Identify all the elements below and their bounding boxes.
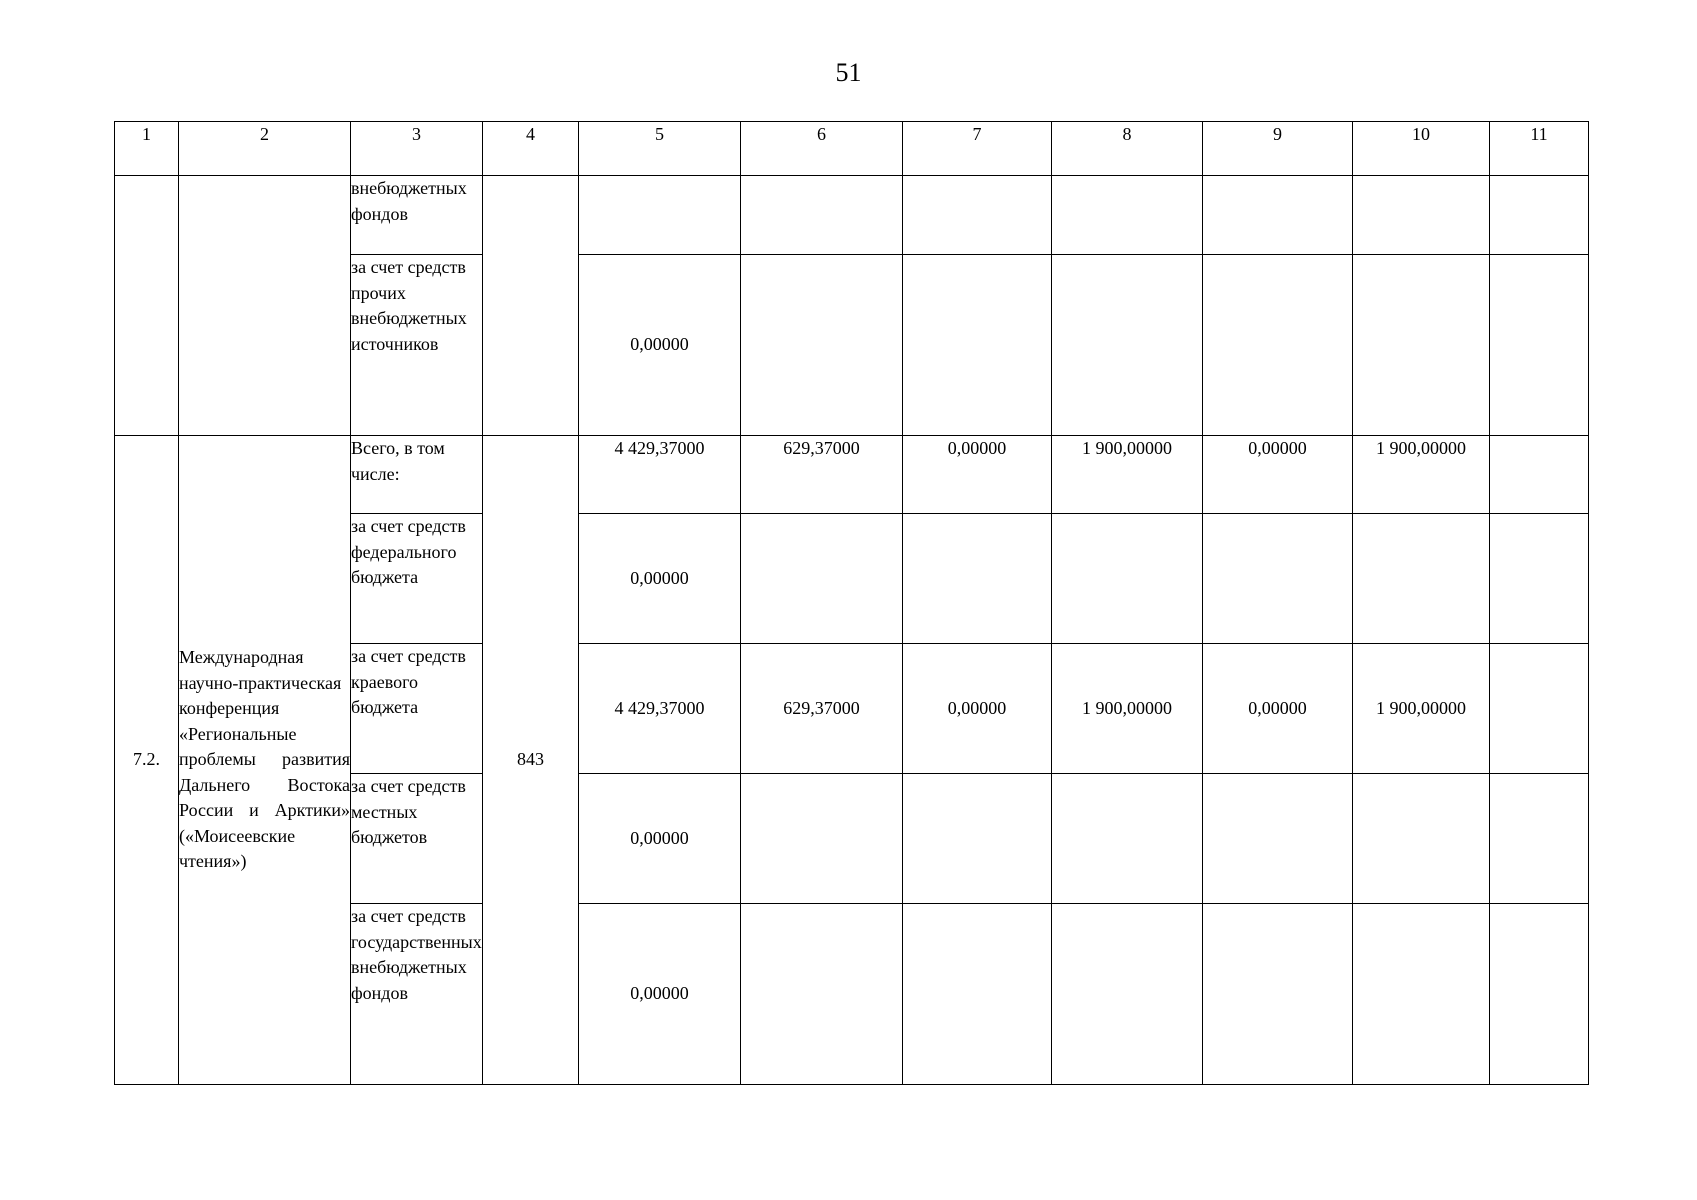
source-cell: за счет средств федерального бюджета (351, 514, 483, 644)
value-cell: 0,00000 (903, 436, 1052, 514)
item-code: 843 (483, 436, 579, 1085)
value-cell (1490, 255, 1589, 436)
header-cell-5: 5 (579, 122, 741, 176)
value-cell (1353, 514, 1490, 644)
value-cell (1203, 514, 1353, 644)
source-cell: за счет средств краевого бюджета (351, 644, 483, 774)
header-cell-6: 6 (741, 122, 903, 176)
header-cell-7: 7 (903, 122, 1052, 176)
value-cell (1353, 176, 1490, 255)
value-cell: 1 900,00000 (1052, 644, 1203, 774)
value-cell (1490, 436, 1589, 514)
header-row (115, 122, 1589, 176)
value-cell: 0,00000 (903, 644, 1052, 774)
value-cell (1490, 904, 1589, 1085)
value-cell (1353, 255, 1490, 436)
value-cell (1353, 904, 1490, 1085)
header-cell-9: 9 (1203, 122, 1353, 176)
value-cell: 0,00000 (579, 774, 741, 904)
table-row (115, 436, 1589, 514)
header-cell-10: 10 (1353, 122, 1490, 176)
source-cell: внебюджетных фондов (351, 176, 483, 255)
header-cell-8: 8 (1052, 122, 1203, 176)
value-cell: 0,00000 (579, 255, 741, 436)
value-cell (741, 176, 903, 255)
value-cell (903, 774, 1052, 904)
source-cell: за счет средств государственных внебюджетных фондов (351, 904, 483, 1085)
value-cell (741, 904, 903, 1085)
budget-table (114, 121, 1589, 1085)
value-cell (1203, 255, 1353, 436)
value-cell (903, 176, 1052, 255)
continued-index-cell (115, 176, 179, 436)
source-cell: Всего, в том числе: (351, 436, 483, 514)
value-cell: 0,00000 (579, 514, 741, 644)
header-cell-4: 4 (483, 122, 579, 176)
header-cell-1: 1 (115, 122, 179, 176)
source-cell: за счет средств местных бюджетов (351, 774, 483, 904)
value-cell (1052, 255, 1203, 436)
value-cell: 4 429,37000 (579, 436, 741, 514)
header-cell-3: 3 (351, 122, 483, 176)
continued-name-cell (179, 176, 351, 436)
value-cell: 1 900,00000 (1353, 644, 1490, 774)
value-cell (1490, 644, 1589, 774)
table-row (115, 176, 1589, 255)
page-number: 51 (835, 58, 862, 87)
value-cell (903, 255, 1052, 436)
value-cell: 629,37000 (741, 436, 903, 514)
value-cell (1490, 176, 1589, 255)
source-cell: за счет средств прочих внебюджетных источников (351, 255, 483, 436)
value-cell (1203, 904, 1353, 1085)
value-cell (1203, 774, 1353, 904)
value-cell (1490, 774, 1589, 904)
value-cell (1052, 514, 1203, 644)
value-cell (903, 904, 1052, 1085)
value-cell: 0,00000 (579, 904, 741, 1085)
value-cell (1490, 514, 1589, 644)
value-cell (903, 514, 1052, 644)
value-cell: 0,00000 (1203, 436, 1353, 514)
value-cell (1052, 176, 1203, 255)
value-cell (741, 255, 903, 436)
item-name: Международная научно-практическая конференция «Региональные проблемы развития Дальнего Востока России и Арктики» («Моисеевские чтения») (179, 436, 351, 1085)
value-cell (1203, 176, 1353, 255)
value-cell (741, 514, 903, 644)
item-index: 7.2. (115, 436, 179, 1085)
value-cell (1353, 774, 1490, 904)
value-cell: 1 900,00000 (1052, 436, 1203, 514)
value-cell: 0,00000 (1203, 644, 1353, 774)
value-cell: 629,37000 (741, 644, 903, 774)
value-cell: 1 900,00000 (1353, 436, 1490, 514)
value-cell (1052, 904, 1203, 1085)
continued-code-cell (483, 176, 579, 436)
value-cell: 4 429,37000 (579, 644, 741, 774)
header-cell-11: 11 (1490, 122, 1589, 176)
value-cell (579, 176, 741, 255)
header-cell-2: 2 (179, 122, 351, 176)
value-cell (741, 774, 903, 904)
value-cell (1052, 774, 1203, 904)
